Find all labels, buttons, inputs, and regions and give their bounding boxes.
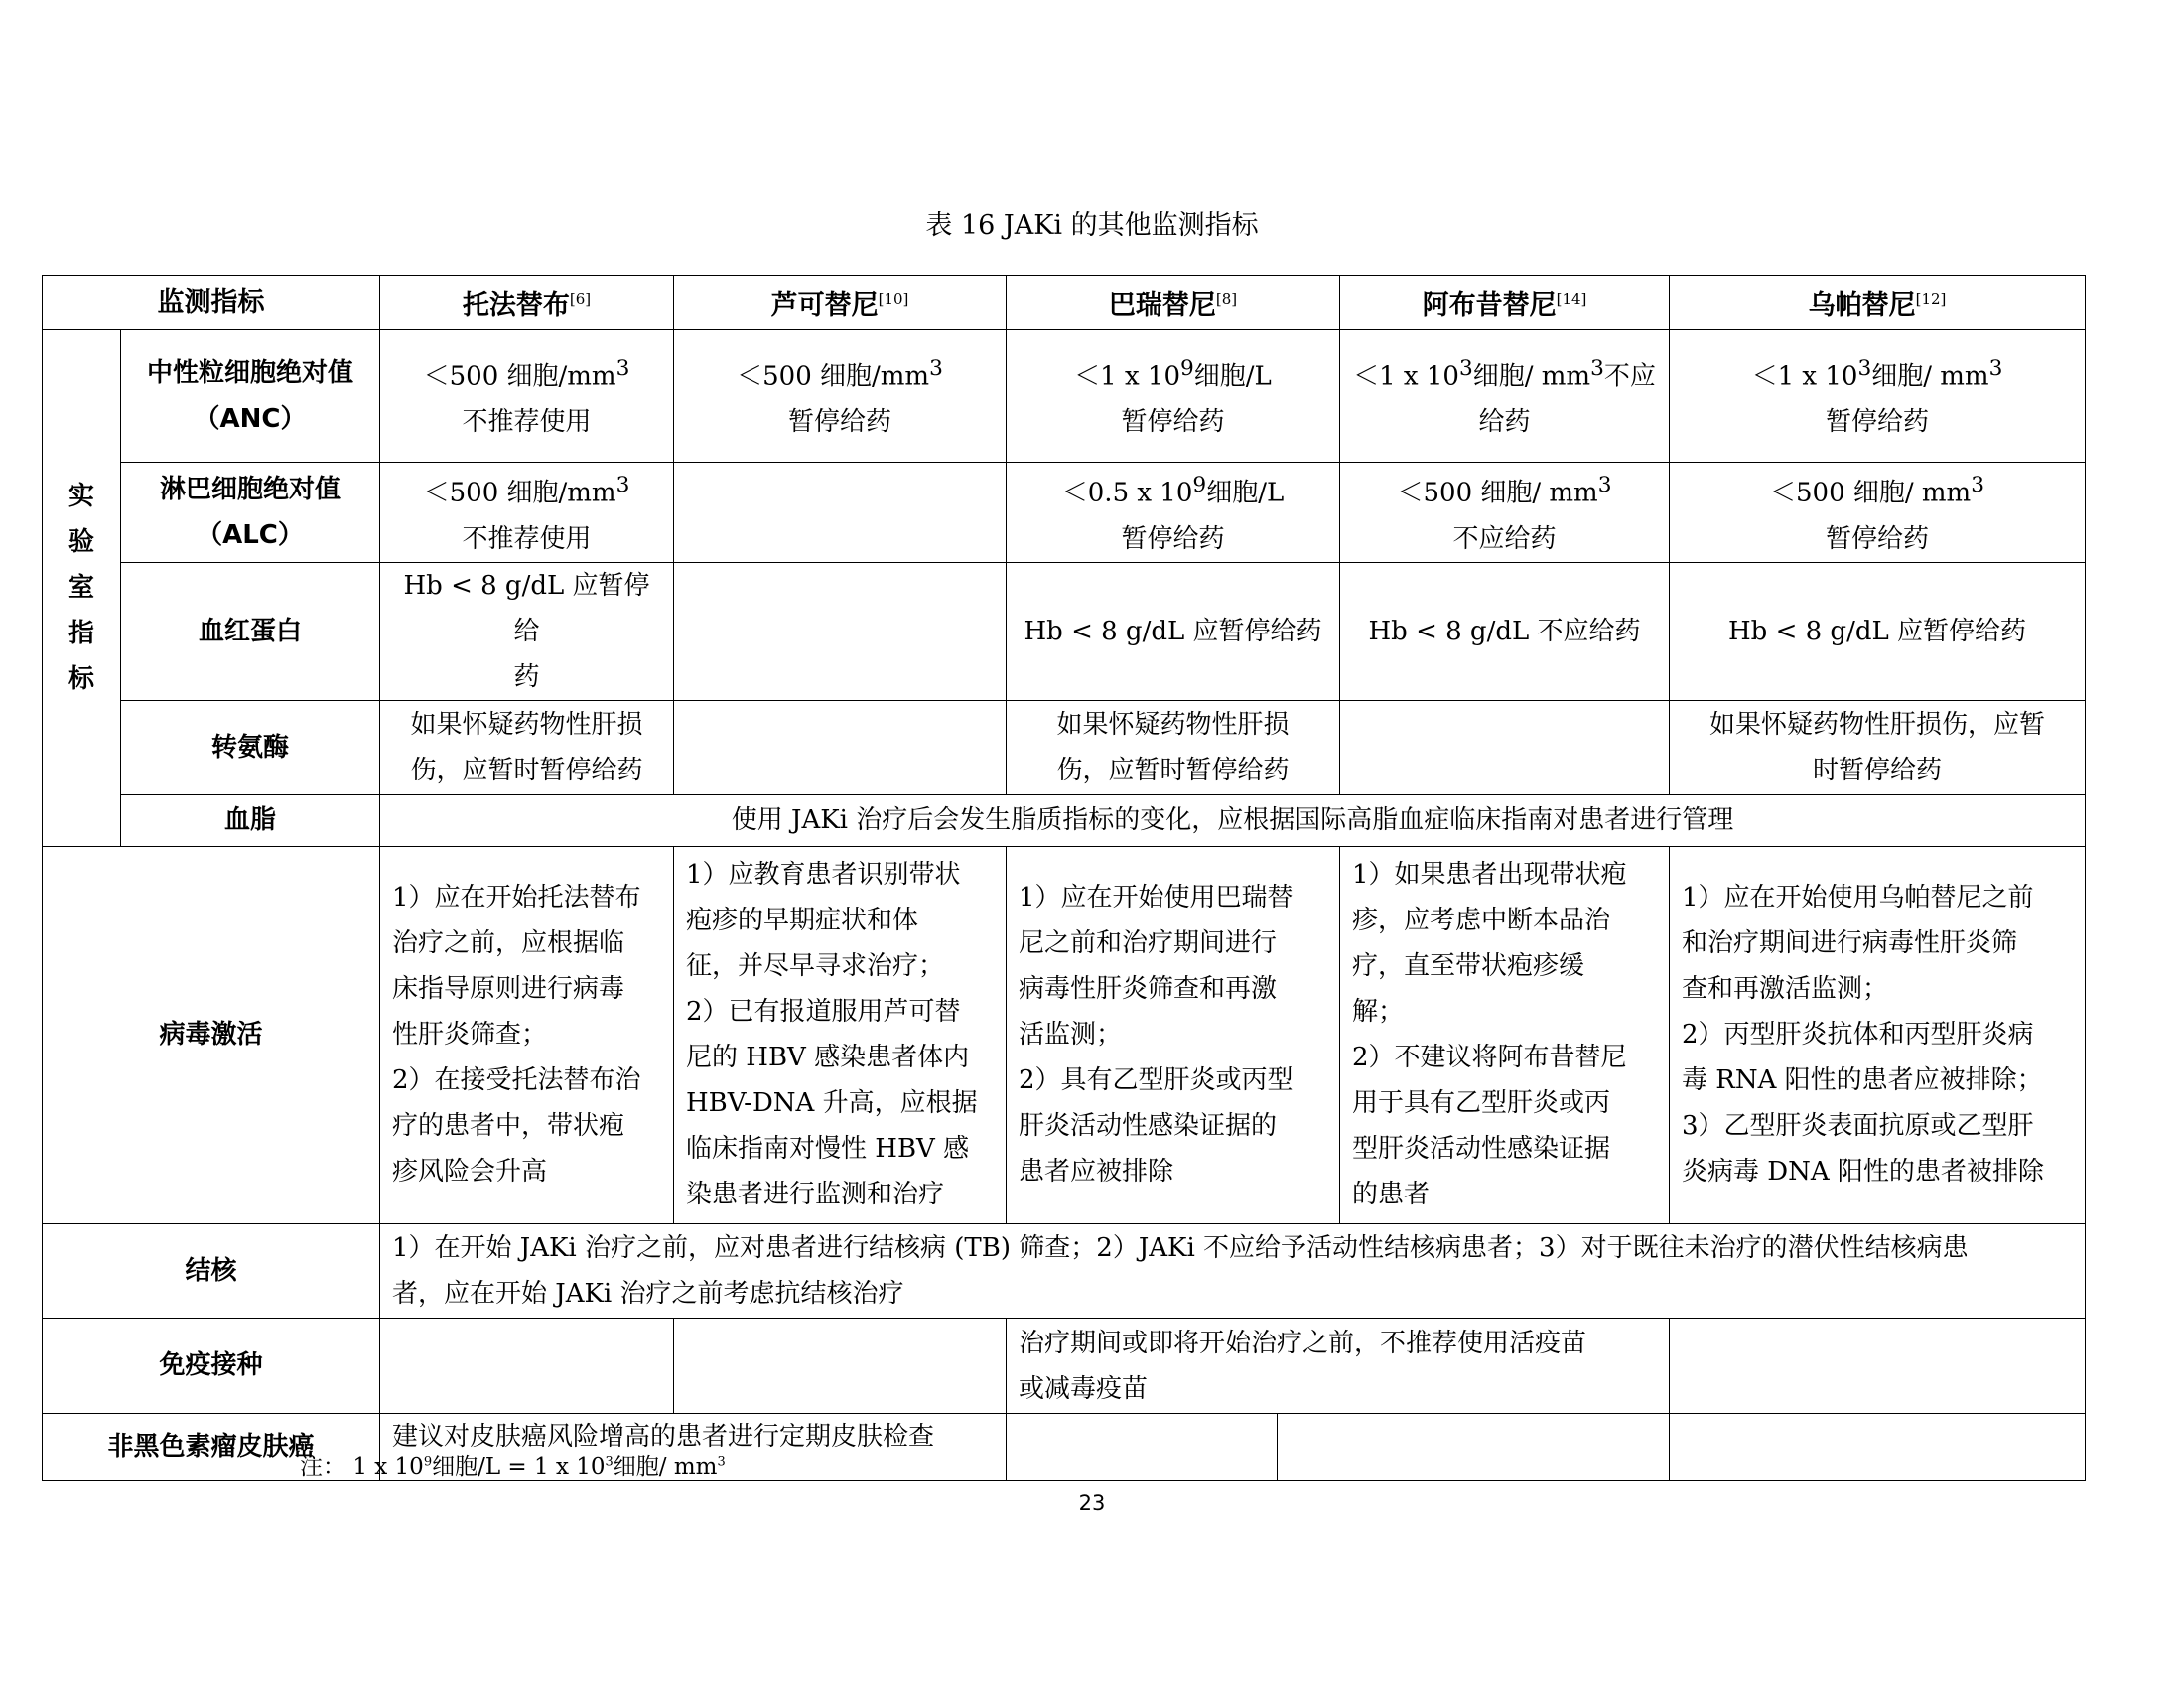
virus-abrocitinib: 1）如果患者出现带状疱 疹，应考虑中断本品治 疗，直至带状疱疹缓 解； 2）不建议将阿布昔替尼 用于具有乙型肝炎或丙 型肝炎活动性感染证据 的患者 — [1340, 846, 1670, 1223]
skin-cancer-text: 建议对皮肤癌风险增高的患者进行定期皮肤检查 — [380, 1413, 1007, 1480]
virus-baricitinib: 1）应在开始使用巴瑞替 尼之前和治疗期间进行 病毒性肝炎筛查和再激 活监测； 2）具有乙型肝炎或丙型 肝炎活动性感染证据的 患者应被排除 — [1007, 846, 1340, 1223]
anc-upadacitinib: ＜1 x $10^3$细胞/ $mm^3$ 暂停给药 — [1670, 330, 2086, 463]
alc-ruxolitinib — [674, 463, 1007, 563]
alc-row — [43, 463, 2086, 563]
transaminase-abrocitinib — [1340, 700, 1670, 794]
footnote: 注： 1 x $10^9$细胞/L = 1 x $10^3$细胞/ $mm^3$ — [300, 1454, 726, 1479]
hb-tofacitinib: Hb < 8 g/dL 应暂停给 药 — [380, 562, 674, 700]
alc-tofacitinib: ＜500 细胞$/mm^3$ 不推荐使用 — [380, 463, 674, 563]
virus-upadacitinib: 1）应在开始使用乌帕替尼之前 和治疗期间进行病毒性肝炎筛 查和再激活监测； 2）丙型肝炎抗体和丙型肝炎病 毒 RNA 阳性的患者应被排除； 3）乙型肝炎表面抗原或乙型肝 炎病毒 DNA 阳性的患者被排除 — [1670, 846, 2086, 1223]
anc-tofacitinib: ＜500 细胞$/mm^3$ 不推荐使用 — [380, 330, 674, 463]
vaccine-row — [43, 1318, 2086, 1413]
anc-baricitinib: ＜1 x $10^9$细胞/L 暂停给药 — [1007, 330, 1340, 463]
header-row — [43, 276, 2086, 330]
page-number: 23 — [1078, 1491, 1106, 1515]
header-ruxolitinib: 芦可替尼[10] — [674, 276, 1007, 330]
lipid-row — [43, 794, 2086, 846]
vaccine-label: 免疫接种 — [43, 1318, 380, 1413]
vaccine-tofacitinib — [380, 1318, 674, 1413]
table-title: 表 16 JAKi 的其他监测指标 — [925, 211, 1259, 241]
skin-cancer-upadacitinib — [1670, 1413, 2086, 1480]
vaccine-upadacitinib — [1670, 1318, 2086, 1413]
header-tofacitinib: 托法替布[6] — [380, 276, 674, 330]
alc-label: 淋巴细胞绝对值 （ALC） — [121, 463, 380, 563]
header-baricitinib: 巴瑞替尼[8] — [1007, 276, 1340, 330]
skin-cancer-empty-b — [1278, 1414, 1670, 1480]
header-upadacitinib: 乌帕替尼[12] — [1670, 276, 2086, 330]
skin-cancer-label: 非黑色素瘤皮肤癌 — [43, 1413, 380, 1480]
transaminase-label: 转氨酶 — [121, 700, 380, 794]
transaminase-row — [43, 700, 2086, 794]
vaccine-ruxolitinib — [674, 1318, 1007, 1413]
anc-abrocitinib: ＜1 x $10^3$细胞/ $mm^3$不应 给药 — [1340, 330, 1670, 463]
anc-label: 中性粒细胞绝对值 （ANC） — [121, 330, 380, 463]
header-abrocitinib: 阿布昔替尼[14] — [1340, 276, 1670, 330]
skin-cancer-empty-a — [1007, 1414, 1278, 1480]
lipid-text: 使用 JAKi 治疗后会发生脂质指标的变化，应根据国际高脂血症临床指南对患者进行管理 — [380, 794, 2086, 846]
virus-row — [43, 846, 2086, 1223]
hb-abrocitinib: Hb < 8 g/dL 不应给药 — [1340, 562, 1670, 700]
virus-ruxolitinib: 1）应教育患者识别带状 疱疹的早期症状和体 征，并尽早寻求治疗； 2）已有报道服用芦可替 尼的 HBV 感染患者体内 HBV-DNA 升高，应根据 临床指南对慢性 HBV 感 染患者进行监测和治疗 — [674, 846, 1007, 1223]
hb-ruxolitinib — [674, 562, 1007, 700]
hb-upadacitinib: Hb < 8 g/dL 应暂停给药 — [1670, 562, 2086, 700]
anc-row — [43, 330, 2086, 463]
hb-baricitinib: Hb < 8 g/dL 应暂停给药 — [1007, 562, 1340, 700]
transaminase-upadacitinib: 如果怀疑药物性肝损伤，应暂 时暂停给药 — [1670, 700, 2086, 794]
virus-label: 病毒激活 — [43, 846, 380, 1223]
tb-row — [43, 1223, 2086, 1318]
virus-tofacitinib: 1）应在开始托法替布 治疗之前，应根据临 床指导原则进行病毒 性肝炎筛查； 2）在接受托法替布治 疗的患者中，带状疱 疹风险会升高 — [380, 846, 674, 1223]
transaminase-tofacitinib: 如果怀疑药物性肝损 伤，应暂时暂停给药 — [380, 700, 674, 794]
hb-row — [43, 562, 2086, 700]
anc-ruxolitinib: ＜500 细胞$/mm^3$ 暂停给药 — [674, 330, 1007, 463]
vaccine-text: 治疗期间或即将开始治疗之前，不推荐使用活疫苗 或减毒疫苗 — [1007, 1318, 1670, 1413]
lab-group-label: 实 验 室 指 标 — [43, 330, 121, 847]
lipid-label: 血脂 — [121, 794, 380, 846]
tb-text: 1）在开始 JAKi 治疗之前，应对患者进行结核病 (TB) 筛查；2）JAKi 不应给予活动性结核病患者；3）对于既往未治疗的潜伏性结核病患 者，应在开始 JAKi 治疗之前考虑抗结核治疗 — [380, 1223, 2086, 1318]
alc-upadacitinib: ＜500 细胞/ $mm^3$ 暂停给药 — [1670, 463, 2086, 563]
monitoring-table — [42, 275, 2086, 1481]
alc-baricitinib: ＜0.5 x $10^9$细胞/L 暂停给药 — [1007, 463, 1340, 563]
header-indicator: 监测指标 — [43, 276, 380, 330]
transaminase-baricitinib: 如果怀疑药物性肝损 伤，应暂时暂停给药 — [1007, 700, 1340, 794]
tb-label: 结核 — [43, 1223, 380, 1318]
alc-abrocitinib: ＜500 细胞/ $mm^3$ 不应给药 — [1340, 463, 1670, 563]
transaminase-ruxolitinib — [674, 700, 1007, 794]
skin-cancer-empty-pair — [1007, 1413, 1670, 1480]
hb-label: 血红蛋白 — [121, 562, 380, 700]
